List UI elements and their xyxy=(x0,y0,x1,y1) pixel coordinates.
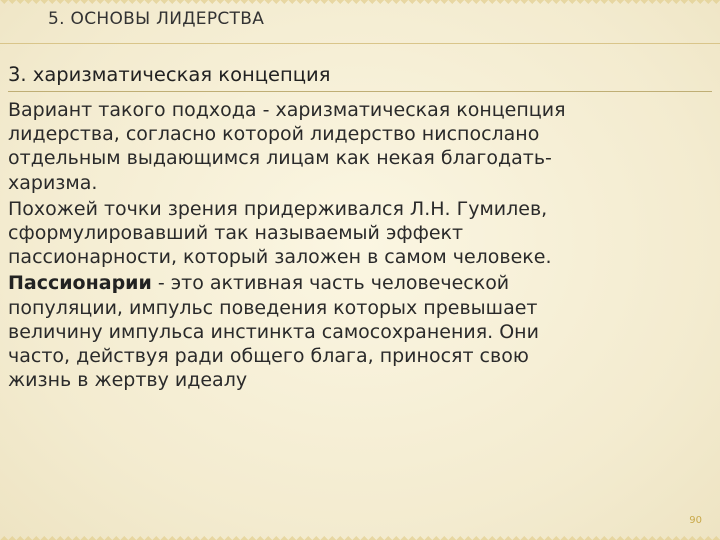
paragraph-line: отдельным выдающимся лицам как некая благодать- xyxy=(8,147,552,170)
header-divider xyxy=(0,43,720,44)
term-passionaries: Пассионарии xyxy=(8,272,152,295)
paragraph-line: сформулировавший так называемый эффект xyxy=(8,222,464,245)
section-divider xyxy=(8,91,712,92)
paragraph-line-with-term xyxy=(8,271,708,295)
paragraph-line: часто, действуя ради общего блага, приносят свою xyxy=(8,345,529,368)
section-heading: 3. харизматическая концепция xyxy=(8,63,331,86)
page-number: 90 xyxy=(689,515,702,526)
paragraph-line: популяции, импульс поведения которых превышает xyxy=(8,296,538,319)
paragraph-charisma xyxy=(8,98,708,195)
slide-content xyxy=(8,98,708,394)
paragraph-line: пассионарности, который заложен в самом человеке. xyxy=(8,246,552,269)
bottom-chevron-border xyxy=(0,532,720,540)
paragraph-line: Похожей точки зрения придерживался Л.Н. Гумилев, xyxy=(8,197,548,220)
term-definition-start: - это активная часть человеческой xyxy=(151,272,510,295)
paragraph-passionaries xyxy=(8,271,708,392)
paragraph-line: Вариант такого подхода - харизматическая концепция xyxy=(8,99,566,121)
paragraph-line: лидерства, согласно которой лидерство ниспослано xyxy=(8,123,540,146)
slide-title: 5. ОСНОВЫ ЛИДЕРСТВА xyxy=(48,9,265,29)
top-chevron-border xyxy=(0,0,720,8)
paragraph-line: харизма. xyxy=(8,171,98,194)
paragraph-gumilev xyxy=(8,197,708,270)
paragraph-line: жизнь в жертву идеалу xyxy=(8,369,248,392)
paragraph-line: величину импульса инстинкта самосохранения. Они xyxy=(8,320,539,343)
